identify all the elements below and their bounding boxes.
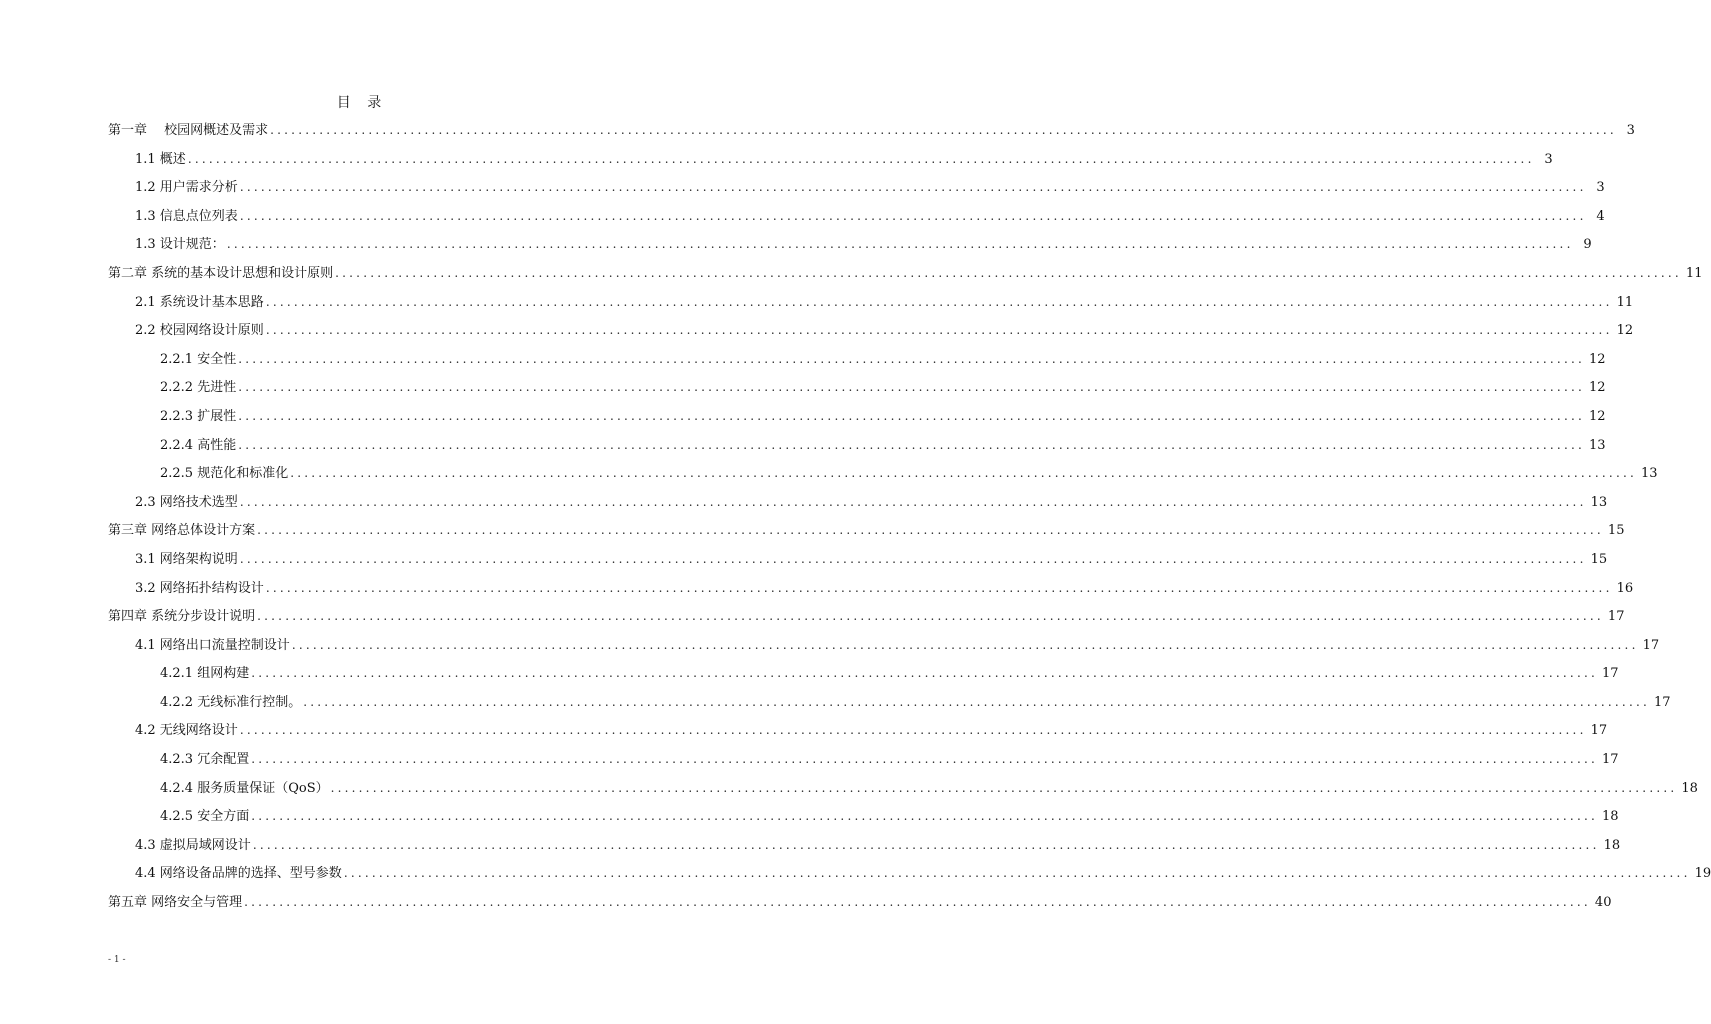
- toc-entry-page-number: 17: [1602, 666, 1619, 682]
- toc-entry-label: 第四章 系统分步设计说明: [108, 609, 256, 625]
- toc-entry[interactable]: [108, 777, 1698, 806]
- toc-dot-leader: ................................................................................................................................................................................................: [252, 837, 1600, 852]
- toc-entry[interactable]: [108, 176, 1605, 205]
- toc-entry[interactable]: [108, 148, 1553, 177]
- toc-entry-label: 3.1 网络架构说明: [135, 551, 238, 567]
- toc-dot-leader: ................................................................................................................................................................................................: [239, 208, 1587, 223]
- toc-entry-label: 4.2 无线网络设计: [135, 723, 238, 739]
- toc-dot-leader: ................................................................................................................................................................................................: [251, 752, 1598, 767]
- toc-dot-leader: ................................................................................................................................................................................................: [265, 294, 1613, 309]
- toc-entry-label: 1.3 设计规范：: [135, 237, 225, 253]
- toc-dot-leader: ................................................................................................................................................................................................: [239, 180, 1587, 195]
- toc-entry-page-number: 18: [1603, 837, 1621, 853]
- toc-entry-label: 2.2.1 安全性: [160, 351, 237, 367]
- toc-entry[interactable]: [108, 434, 1606, 463]
- toc-dot-leader: ................................................................................................................................................................................................: [335, 265, 1682, 280]
- toc-entry[interactable]: [108, 548, 1608, 577]
- toc-entry[interactable]: [108, 634, 1660, 663]
- toc-entry[interactable]: [108, 291, 1634, 320]
- toc-entry-page-number: 12: [1589, 351, 1606, 367]
- toc-entry-page-number: 13: [1590, 494, 1608, 510]
- toc-entry-label: 4.1 网络出口流量控制设计: [135, 637, 290, 653]
- toc-dot-leader: ................................................................................................................................................................................................: [270, 123, 1617, 137]
- toc-dot-leader: ................................................................................................................................................................................................: [238, 437, 1585, 452]
- toc-entry-page-number: 17: [1654, 694, 1671, 710]
- toc-entry[interactable]: [108, 319, 1634, 348]
- toc-entry-label: 4.2.5 安全方面: [160, 809, 250, 825]
- toc-entry-label: 2.2 校园网络设计原则: [135, 323, 264, 339]
- toc-entry-page-number: 3: [1596, 180, 1605, 196]
- toc-entry-page-number: 3: [1626, 123, 1635, 138]
- toc-entry-page-number: 3: [1544, 151, 1553, 167]
- toc-dot-leader: ................................................................................................................................................................................................: [265, 580, 1613, 595]
- toc-entry-page-number: 40: [1594, 895, 1612, 911]
- toc-entry[interactable]: [108, 119, 1635, 148]
- toc-dot-leader: ................................................................................................................................................................................................: [244, 895, 1591, 910]
- toc-dot-leader: ................................................................................................................................................................................................: [290, 466, 1637, 481]
- toc-entry[interactable]: [108, 519, 1625, 548]
- toc-entry-page-number: 18: [1602, 809, 1619, 825]
- toc-entry[interactable]: [108, 491, 1608, 520]
- toc-dot-leader: ................................................................................................................................................................................................: [239, 551, 1587, 566]
- toc-entry[interactable]: [108, 862, 1711, 891]
- toc-entry-page-number: 12: [1616, 323, 1634, 339]
- toc-dot-leader: ................................................................................................................................................................................................: [257, 523, 1604, 538]
- page-number: - 1 -: [108, 955, 126, 965]
- toc-entry-page-number: 11: [1685, 265, 1703, 281]
- toc-entry-label: 2.3 网络技术选型: [135, 494, 238, 510]
- toc-entry-page-number: 13: [1589, 437, 1606, 453]
- toc-entry-page-number: 18: [1681, 780, 1698, 796]
- toc-entry[interactable]: [108, 348, 1606, 377]
- toc-entry-label: 4.3 虚拟局域网设计: [135, 837, 251, 853]
- toc-entry[interactable]: [108, 262, 1703, 291]
- toc-entry[interactable]: [108, 462, 1658, 491]
- toc-entry-label: 4.2.4 服务质量保证（QoS）: [160, 780, 329, 796]
- toc-dot-leader: ................................................................................................................................................................................................: [226, 237, 1574, 252]
- toc-entry[interactable]: [108, 805, 1619, 834]
- toc-entry-label: 1.2 用户需求分析: [135, 180, 238, 196]
- toc-entry-page-number: 17: [1602, 752, 1619, 768]
- toc-entry-label: 第五章 网络安全与管理: [108, 895, 243, 911]
- toc-dot-leader: ................................................................................................................................................................................................: [239, 723, 1587, 738]
- toc-entry-label: 2.2.2 先进性: [160, 380, 237, 396]
- toc-title: 目 录: [336, 95, 388, 111]
- toc-entry-page-number: 17: [1607, 609, 1625, 625]
- toc-dot-leader: ................................................................................................................................................................................................: [257, 609, 1604, 624]
- toc-entry-label: 2.2.5 规范化和标准化: [160, 466, 289, 482]
- toc-entry-label: 4.2.3 冗余配置: [160, 752, 250, 768]
- toc-entry-page-number: 17: [1590, 723, 1608, 739]
- toc-entry-page-number: 4: [1596, 208, 1605, 224]
- toc-dot-leader: ................................................................................................................................................................................................: [303, 694, 1650, 709]
- toc-entry-page-number: 13: [1641, 466, 1658, 482]
- toc-entry-label: 4.2.1 组网构建: [160, 666, 250, 682]
- toc-dot-leader: ................................................................................................................................................................................................: [330, 780, 1678, 795]
- toc-entry[interactable]: [108, 376, 1606, 405]
- toc-entry-label: 3.2 网络拓扑结构设计: [135, 580, 264, 596]
- toc-entry-label: 第三章 网络总体设计方案: [108, 523, 256, 539]
- toc-dot-leader: ................................................................................................................................................................................................: [251, 809, 1598, 824]
- toc-entry-page-number: 12: [1589, 408, 1606, 424]
- toc-entry-page-number: 11: [1616, 294, 1634, 310]
- toc-entry-label: 4.4 网络设备品牌的选择、型号参数: [135, 866, 342, 882]
- toc-entry[interactable]: [108, 891, 1612, 920]
- toc-entry-page-number: 9: [1583, 237, 1592, 253]
- toc-entry[interactable]: [108, 834, 1621, 863]
- toc-entry[interactable]: [108, 205, 1605, 234]
- toc-entry[interactable]: [108, 233, 1592, 262]
- toc-entry-page-number: 12: [1589, 380, 1606, 396]
- toc-entry-page-number: 19: [1694, 866, 1711, 882]
- toc-entry[interactable]: [108, 405, 1606, 434]
- toc-entry-page-number: 17: [1642, 637, 1660, 653]
- toc-entry[interactable]: [108, 662, 1619, 691]
- toc-entry-page-number: 16: [1616, 580, 1634, 596]
- toc-entry-label: 2.2.4 高性能: [160, 437, 237, 453]
- toc-entry[interactable]: [108, 577, 1634, 606]
- toc-entry[interactable]: [108, 691, 1671, 720]
- toc-dot-leader: ................................................................................................................................................................................................: [291, 637, 1639, 652]
- toc-entry[interactable]: [108, 748, 1619, 777]
- toc-entry-page-number: 15: [1590, 551, 1608, 567]
- toc-dot-leader: ................................................................................................................................................................................................: [187, 151, 1535, 166]
- toc-entry-label: 2.2.3 扩展性: [160, 408, 237, 424]
- toc-entry-label: 第二章 系统的基本设计思想和设计原则: [108, 265, 334, 281]
- toc-entry-label: 4.2.2 无线标准行控制。: [160, 694, 302, 710]
- toc-entry[interactable]: [108, 605, 1625, 634]
- toc-entry-page-number: 15: [1607, 523, 1625, 539]
- toc-entry-label: 1.3 信息点位列表: [135, 208, 238, 224]
- toc-dot-leader: ................................................................................................................................................................................................: [238, 408, 1585, 423]
- toc-dot-leader: ................................................................................................................................................................................................: [239, 494, 1587, 509]
- toc-dot-leader: ................................................................................................................................................................................................: [251, 666, 1598, 681]
- toc-dot-leader: ................................................................................................................................................................................................: [238, 380, 1585, 395]
- toc-entry[interactable]: [108, 719, 1608, 748]
- toc-entry-label: 1.1 概述: [135, 151, 186, 167]
- toc-entry-label: 2.1 系统设计基本思路: [135, 294, 264, 310]
- toc-entry-label: 第一章 校园网概述及需求: [108, 123, 269, 138]
- toc-dot-leader: ................................................................................................................................................................................................: [265, 323, 1613, 338]
- toc-dot-leader: ................................................................................................................................................................................................: [238, 351, 1585, 366]
- toc-list: [108, 119, 1711, 920]
- toc-dot-leader: ................................................................................................................................................................................................: [343, 866, 1691, 881]
